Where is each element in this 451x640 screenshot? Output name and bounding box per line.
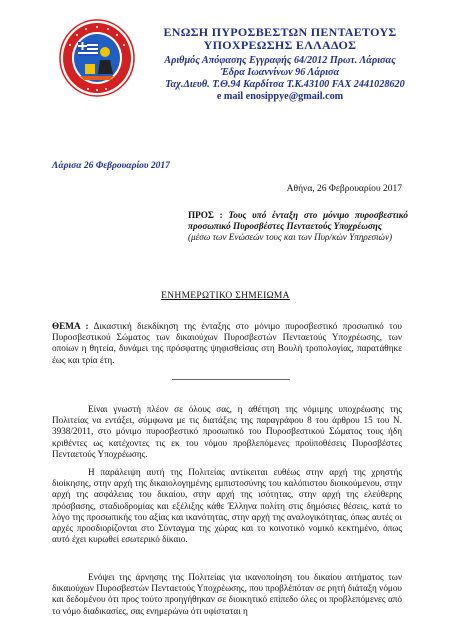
seat-line: Έδρα Ιωαννίνων 96 Λάρισα (220, 67, 340, 78)
subject-label: ΘΕΜΑ : (52, 321, 89, 331)
organization-name (150, 26, 410, 51)
body-paragraph: Είναι γνωστή πλέον σε όλους σας, η αθέτηση της νόμιμης υποχρέωσης της Πολιτείας να εντάξει, σύμφωνα με τις διατάξεις της παραγράφου 8 του άρθρου 15 του Ν. 3938/2011, στο μόνιμο πυροσβεστικό προσωπικό του Πυροσβεστικού Σώματος τους ήδη κριθέντες ως κατέχοντες τις εκ του νόμου προβλεπόμενες προϋποθέσεις Πυροσβέστες Πενταετούς Υποχρέωσης. (52, 404, 402, 459)
recipient-block (188, 210, 408, 242)
recipient-text: Τους υπό ένταξη στο μόνιμο πυροσβεστικό προσωπικό Πυροσβέστες Πενταετούς Υποχρέωσης (188, 210, 408, 231)
union-seal-icon-graphic (58, 18, 136, 98)
address-line: Ταχ.Διευθ. Τ.Θ.94 Καρδίτσα Τ.Κ.43100 FAX 2441028620 (165, 79, 405, 90)
recipient-via: (μέσω των Ενώσεών τους και των Πυρ/κών Υπηρεσιών) (188, 231, 393, 242)
body-paragraph: Η παράλειψη αυτή της Πολιτείας αντίκειται ευθέως στην αρχή της χρηστής διοίκησης, στην αρχή της δικαιολογημένης εμπιστοσύνης του καλόπιστου διοικούμενου, στην αρχή της ασφάλειας του δικαίου, στην αρχή της ισότητας, στην αρχή της ελεύθερης πρόσβασης, σταδιοδρομίας και εξέλιξης κάθε Έλληνα πολίτη στις δημόσιες θέσεις, κατά το λόγο της προσωπικής του αξίας και ικανότητας, στην αρχή της αναλογικότητας, όπως αυτές οι αρχές προσδιορίζονται στο Σύνταγμα της χώρας και το κοινοτικό νομικό κεκτημένο, όπως αυτό έχει κυρωθεί εσωτερικό δίκαιο. (52, 467, 402, 545)
subject-block (52, 321, 402, 366)
union-seal-icon (58, 18, 136, 98)
date-right: Αθήνα, 26 Φεβρουαρίου 2017 (286, 184, 402, 194)
memo-title: ΕΝΗΜΕΡΩΤΙΚΟ ΣΗΜΕΙΩΜΑ (161, 291, 290, 301)
email-line: e mail enosippye@gmail.com (216, 91, 344, 102)
registration-line: Αριθμός Απόφασης Εγγραφής 64/2012 Πρωτ. Λάρισας (164, 55, 396, 66)
body-paragraph: Ενόψει της άρνησης της Πολιτείας για ικανοποίηση του δικαίου αιτήματος των δικαιούχων Πυροσβεστών Πενταετούς Υποχρέωσης, που προβλέπόταν σε ρητή διάταξη νόμου και δεδομένου ότι προς τούτο προηγήθηκαν σε διοικητικό επίπεδο όλες οι προβλεπόμενες από το νόμο διαδικασίες, σας ενημερώνω ότι υφίσταται η (52, 572, 402, 616)
org-line-2: ΥΠΟΧΡΕΩΣΗΣ ΕΛΛΑΔΟΣ (203, 37, 357, 52)
subject-text: Δικαστική διεκδίκηση της ένταξης στο μόνιμο πυροσβεστικό προσωπικό του Πυροσβεστικού Σώματος των δικαιούχων Πυροσβεστών Πενταετούς Υποχρέωσης, των οποίων η θητεία, δυνάμει της πρόσφατης ψηφισθείσας στη Βουλή τροπολογίας, παρατάθηκε έως και τρία έτη. (52, 321, 402, 365)
place-date: Λάρισα 26 Φεβρουαρίου 2017 (52, 161, 170, 171)
org-line-1: ΕΝΩΣΗ ΠΥΡΟΣΒΕΣΤΩΝ ΠΕΝΤΑΕΤΟΥΣ (163, 25, 397, 39)
separator-line (172, 379, 290, 380)
recipient-label: ΠΡΟΣ : (188, 210, 223, 220)
